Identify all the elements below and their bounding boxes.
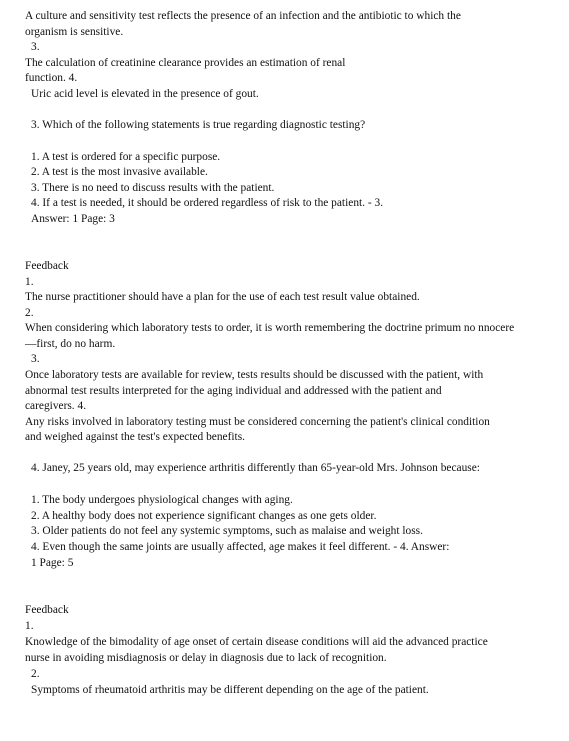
feedback-heading: Feedback [25, 260, 69, 272]
answer-option: 3. There is no need to discuss results with the patient. [31, 182, 275, 194]
feedback-heading: Feedback [25, 604, 69, 616]
text-line: —first, do no harm. [25, 338, 116, 350]
answer-option: 1. A test is ordered for a specific purpose. [31, 151, 221, 163]
text-line: function. 4. [25, 72, 78, 84]
answer-option: 1. The body undergoes physiological changes with aging. [31, 494, 293, 506]
list-number: 3. [31, 41, 40, 53]
text-line: caregivers. 4. [25, 400, 87, 412]
list-number: 2. [25, 307, 34, 319]
text-line: organism is sensitive. [25, 26, 124, 38]
answer-option: 4. If a test is needed, it should be ordered regardless of risk to the patient. - 3. [31, 197, 384, 209]
text-line: Once laboratory tests are available for review, tests results should be discussed with the patient, with [25, 369, 484, 381]
list-number: 2. [31, 668, 40, 680]
text-line: When considering which laboratory tests to order, it is worth remembering the doctrine primum no nnocere [25, 322, 515, 334]
text-line: Any risks involved in laboratory testing must be considered concerning the patient's clinical condition [25, 416, 490, 428]
text-line: and weighed against the test's expected benefits. [25, 431, 245, 443]
text-line: The calculation of creatinine clearance provides an estimation of renal [25, 57, 346, 69]
answer-option: 4. Even though the same joints are usually affected, age makes it feel different. - 4. Answer: [31, 541, 450, 553]
text-line: A culture and sensitivity test reflects the presence of an infection and the antibiotic to which the [25, 10, 461, 22]
answer-key: Answer: 1 Page: 3 [31, 213, 115, 225]
text-line: nurse in avoiding misdiagnosis or delay in diagnosis due to lack of recognition. [25, 652, 387, 664]
list-number: 1. [25, 276, 34, 288]
question-heading: 4. Janey, 25 years old, may experience arthritis differently than 65-year-old Mrs. Johnson because: [31, 462, 480, 474]
answer-key: 1 Page: 5 [31, 557, 74, 569]
answer-option: 2. A healthy body does not experience significant changes as one gets older. [31, 510, 377, 522]
text-line: abnormal test results interpreted for the aging individual and addressed with the patient and [25, 385, 442, 397]
text-line: Symptoms of rheumatoid arthritis may be different depending on the age of the patient. [31, 684, 429, 696]
question-heading: 3. Which of the following statements is true regarding diagnostic testing? [31, 119, 366, 131]
list-number: 3. [31, 353, 40, 365]
list-number: 1. [25, 620, 34, 632]
text-line: Uric acid level is elevated in the presence of gout. [31, 88, 259, 100]
text-line: The nurse practitioner should have a plan for the use of each test result value obtained. [25, 291, 420, 303]
answer-option: 3. Older patients do not feel any systemic symptoms, such as malaise and weight loss. [31, 525, 423, 537]
answer-option: 2. A test is the most invasive available. [31, 166, 208, 178]
text-line: Knowledge of the bimodality of age onset of certain disease conditions will aid the advanced practice [25, 636, 488, 648]
